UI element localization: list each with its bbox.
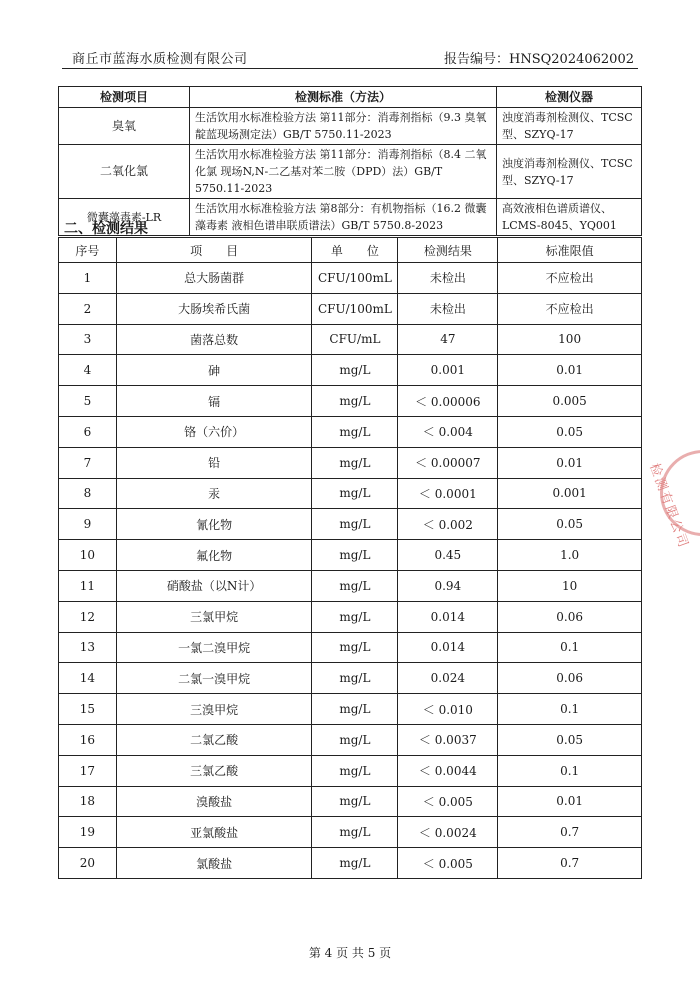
result-unit: mg/L [312,786,398,817]
result-unit: mg/L [312,478,398,509]
page-footer: 第 4 页 共 5 页 [308,946,392,960]
page-header [62,44,638,69]
result-unit: mg/L [312,724,398,755]
result-result: 0.014 [398,632,498,663]
result-item: 铬（六价） [116,416,312,447]
result-result: 未检出 [398,293,498,324]
result-result: 47 [398,324,498,355]
seal-text: 检测有限公司 [646,461,692,552]
result-no: 4 [59,355,117,386]
result-limit: 不应检出 [498,263,642,294]
result-row [59,632,642,663]
result-result: ＜ 0.0044 [398,755,498,786]
result-item: 三氯乙酸 [116,755,312,786]
result-unit: mg/L [312,570,398,601]
result-item: 二氯乙酸 [116,724,312,755]
result-result: 0.024 [398,663,498,694]
company-name: 商丘市蓝海水质检测有限公司 [72,52,248,67]
result-row [59,263,642,294]
result-result: ＜ 0.002 [398,509,498,540]
methods-table-header [59,87,642,108]
result-unit: mg/L [312,540,398,571]
result-no: 1 [59,263,117,294]
result-unit: mg/L [312,755,398,786]
result-item: 二氯一溴甲烷 [116,663,312,694]
result-no: 18 [59,786,117,817]
result-row [59,755,642,786]
result-no: 14 [59,663,117,694]
method-row [59,108,642,145]
result-limit: 100 [498,324,642,355]
section-title: 二、检测结果 [64,221,148,237]
result-no: 9 [59,509,117,540]
result-no: 5 [59,386,117,417]
result-limit: 0.01 [498,447,642,478]
result-item: 溴酸盐 [116,786,312,817]
method-instrument: 高效液相色谱质谱仪、LCMS-8045、YQ001 [497,199,642,236]
result-unit: CFU/mL [312,324,398,355]
result-item: 氯酸盐 [116,848,312,879]
result-result: 0.001 [398,355,498,386]
result-result: 0.94 [398,570,498,601]
result-limit: 不应检出 [498,293,642,324]
result-no: 15 [59,694,117,725]
result-row [59,293,642,324]
result-row [59,724,642,755]
result-unit: CFU/100mL [312,293,398,324]
method-row [59,145,642,199]
header-item: 项 目 [116,238,312,263]
result-no: 20 [59,848,117,879]
result-unit: mg/L [312,416,398,447]
result-result: ＜ 0.0037 [398,724,498,755]
result-row [59,386,642,417]
result-limit: 0.01 [498,355,642,386]
method-item: 二氧化氯 [59,145,190,199]
method-standard: 生活饮用水标准检验方法 第11部分：消毒剂指标（8.4 二氧化氯 现场N,N-二乙基对苯二胺（DPD）法）GB/T 5750.11-2023 [190,145,497,199]
header-limit: 标准限值 [498,238,642,263]
result-row [59,786,642,817]
result-item: 大肠埃希氏菌 [116,293,312,324]
result-unit: mg/L [312,817,398,848]
result-no: 19 [59,817,117,848]
result-item: 亚氯酸盐 [116,817,312,848]
result-row [59,601,642,632]
result-unit: mg/L [312,601,398,632]
result-limit: 0.1 [498,694,642,725]
result-row [59,694,642,725]
result-limit: 0.01 [498,786,642,817]
result-item: 氟化物 [116,540,312,571]
method-instrument: 浊度消毒剂检测仪、TCSC型、SZYQ-17 [497,108,642,145]
result-unit: mg/L [312,663,398,694]
result-row [59,355,642,386]
result-no: 7 [59,447,117,478]
result-row [59,817,642,848]
result-unit: mg/L [312,694,398,725]
results-table-header [59,238,642,263]
result-result: 未检出 [398,263,498,294]
result-no: 10 [59,540,117,571]
result-limit: 0.7 [498,817,642,848]
result-result: ＜ 0.0024 [398,817,498,848]
result-item: 硝酸盐（以N计） [116,570,312,601]
result-result: ＜ 0.005 [398,848,498,879]
result-unit: mg/L [312,447,398,478]
result-no: 2 [59,293,117,324]
result-no: 17 [59,755,117,786]
method-instrument: 浊度消毒剂检测仪、TCSC型、SZYQ-17 [497,145,642,199]
header-unit: 单 位 [312,238,398,263]
result-unit: mg/L [312,632,398,663]
result-row [59,447,642,478]
result-limit: 0.7 [498,848,642,879]
result-no: 11 [59,570,117,601]
method-standard: 生活饮用水标准检验方法 第8部分：有机物指标（16.2 微囊藻毒素 液相色谱串联质谱法）GB/T 5750.8-2023 [190,199,497,236]
result-row [59,570,642,601]
method-standard: 生活饮用水标准检验方法 第11部分：消毒剂指标（9.3 臭氧 靛蓝现场测定法）GB/T 5750.11-2023 [190,108,497,145]
result-item: 铅 [116,447,312,478]
header-no: 序号 [59,238,117,263]
header-instrument: 检测仪器 [497,87,642,108]
result-limit: 0.05 [498,509,642,540]
method-item: 微囊藻毒素-LR [59,199,190,236]
result-item: 氰化物 [116,509,312,540]
result-item: 三溴甲烷 [116,694,312,725]
result-row [59,509,642,540]
result-limit: 0.001 [498,478,642,509]
result-limit: 0.06 [498,601,642,632]
result-no: 13 [59,632,117,663]
result-item: 总大肠菌群 [116,263,312,294]
header-standard: 检测标准（方法） [190,87,497,108]
result-result: ＜ 0.010 [398,694,498,725]
result-no: 16 [59,724,117,755]
result-item: 砷 [116,355,312,386]
result-unit: mg/L [312,509,398,540]
result-result: ＜ 0.005 [398,786,498,817]
result-limit: 1.0 [498,540,642,571]
result-result: ＜ 0.00007 [398,447,498,478]
result-unit: mg/L [312,848,398,879]
report-number: 报告编号：HNSQ2024062002 [444,52,634,67]
result-item: 三氯甲烷 [116,601,312,632]
result-no: 3 [59,324,117,355]
result-no: 8 [59,478,117,509]
methods-table [58,86,642,236]
result-limit: 10 [498,570,642,601]
result-item: 汞 [116,478,312,509]
result-limit: 0.1 [498,755,642,786]
result-limit: 0.05 [498,724,642,755]
result-row [59,324,642,355]
result-result: 0.014 [398,601,498,632]
result-result: ＜ 0.004 [398,416,498,447]
result-unit: mg/L [312,355,398,386]
result-unit: CFU/100mL [312,263,398,294]
result-item: 镉 [116,386,312,417]
results-table [58,237,642,879]
result-row [59,848,642,879]
result-result: 0.45 [398,540,498,571]
result-limit: 0.005 [498,386,642,417]
result-row [59,540,642,571]
header-result: 检测结果 [398,238,498,263]
result-row [59,663,642,694]
result-no: 12 [59,601,117,632]
result-item: 一氯二溴甲烷 [116,632,312,663]
result-no: 6 [59,416,117,447]
result-item: 菌落总数 [116,324,312,355]
result-result: ＜ 0.0001 [398,478,498,509]
method-item: 臭氧 [59,108,190,145]
result-unit: mg/L [312,386,398,417]
result-limit: 0.1 [498,632,642,663]
result-row [59,416,642,447]
result-limit: 0.06 [498,663,642,694]
result-result: ＜ 0.00006 [398,386,498,417]
result-row [59,478,642,509]
header-item: 检测项目 [59,87,190,108]
result-limit: 0.05 [498,416,642,447]
